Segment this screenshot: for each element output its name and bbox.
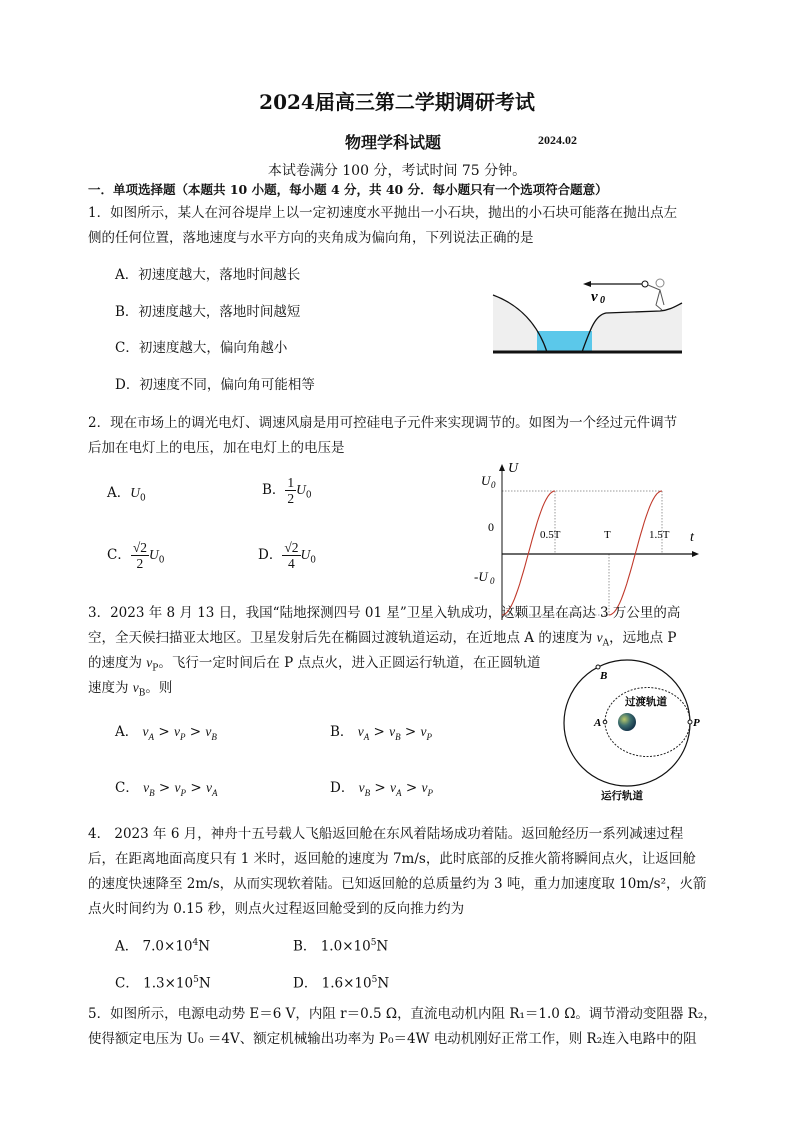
q1-option-a: A．初速度越大，落地时间越长 xyxy=(115,267,301,283)
operating-orbit-label: 运行轨道 xyxy=(601,791,643,802)
exam-intro: 本试卷满分 100 分，考试时间 75 分钟。 xyxy=(267,163,527,179)
transfer-orbit-label: 过渡轨道 xyxy=(625,697,667,708)
q4-option-d: D． $1.6\times 10^5N$ xyxy=(293,975,390,992)
zero-tick-label: 0 xyxy=(488,520,494,534)
q3-line: 3．2023 年 8 月 13 日，我国“陆地探测四号 01 星”卫星入轨成功，这颗卫星在高达 3 万公里的高 xyxy=(88,605,681,621)
q5-line: 使得额定电压为 U₀ ＝4V、额定机械输出功率为 P₀＝4W 电动机刚好正常工作，则 R₂连入电路中的阻 xyxy=(88,1031,697,1047)
q4-option-a: A． $7.0\times 10^4N$ xyxy=(115,938,211,955)
q4-option-b: B． $1.0\times 10^5N$ xyxy=(293,938,389,955)
earth-icon xyxy=(618,713,636,731)
q4-option-c: C． $1.3\times 10^5N$ xyxy=(115,975,211,992)
v0-label: v xyxy=(591,289,598,305)
tick-T: T xyxy=(604,529,611,541)
subject-title: 物理学科试题 xyxy=(345,133,442,152)
neg-u0-tick-sub: 0 xyxy=(490,576,495,586)
q1-option-d: D．初速度不同，偏向角可能相等 xyxy=(115,377,315,393)
neg-u0-tick-label: -U xyxy=(474,569,488,584)
v0-label-sub: 0 xyxy=(600,295,605,306)
tick-1-5T: 1.5T xyxy=(649,529,670,541)
q3-line: 空，全天候扫描亚太地区。卫星发射后先在椭圆过渡轨道运动，在近地点 A 的速度为 $v_A$，远地点 P xyxy=(88,630,677,649)
q2-option-c: C． $\frac{√2}{2}$ $U_0$ xyxy=(107,540,165,571)
exam-date: 2024.02 xyxy=(538,133,577,147)
point-p-label: P xyxy=(693,717,700,729)
q3-line: 速度为 $v_B$。则 xyxy=(88,680,173,699)
q2-option-b: B． $\frac{1}{2}$ $U_0$ xyxy=(262,475,312,506)
q4-line: 点火时间约为 0.15 秒，则点火过程返回舱受到的反向推力约为 xyxy=(88,901,465,917)
section-heading: 一．单项选择题（本题共 10 小题，每小题 4 分，共 40 分．每小题只有一个选项符合题意） xyxy=(88,182,608,197)
q3-option-d: D． $v_B > v_A > v_P$ xyxy=(330,780,433,798)
q3-option-b: B． $v_A > v_B > v_P$ xyxy=(330,724,433,742)
q3-line: 的速度为 $v_P$。飞行一定时间后在 P 点点火，进入正圆运行轨道，在正圆轨道 xyxy=(88,655,541,674)
q4-line: 4． 2023 年 6 月，神舟十五号载人飞船返回舱在东风着陆场成功着陆。返回舱经历一系列减速过程 xyxy=(88,826,684,842)
q3-option-c: C． $v_B > v_P > v_A$ xyxy=(115,780,218,798)
u0-tick-sub: 0 xyxy=(491,480,496,490)
q1-option-b: B．初速度越大，落地时间越短 xyxy=(115,304,301,320)
tick-0-5T: 0.5T xyxy=(540,529,561,541)
exam-title: 2024届高三第二学期调研考试 xyxy=(259,90,535,114)
q2-line: 2．现在市场上的调光电灯、调速风扇是用可控硅电子元件来实现调节的。如图为一个经过元件调节 xyxy=(88,415,678,431)
y-axis-label: U xyxy=(508,461,519,476)
point-b-label: B xyxy=(600,670,608,682)
u0-tick-label: U xyxy=(481,473,491,488)
x-axis-label: t xyxy=(690,530,694,545)
q4-line: 的速度快速降至 2m/s，从而实现软着陆。已知返回舱的总质量约为 3 吨，重力加速度取 10m/s²，火箭 xyxy=(88,876,707,892)
q3-option-a: A． $v_A > v_P > v_B$ xyxy=(115,724,217,742)
q5-line: 5．如图所示，电源电动势 E＝6 V，内阻 r＝0.5 Ω，直流电动机内阻 R₁＝1.0 Ω。调节滑动变阻器 R₂， xyxy=(88,1006,717,1022)
q4-line: 后，在距离地面高度只有 1 米时，返回舱的速度为 7m/s，此时底部的反推火箭将瞬间点火，让返回舱 xyxy=(88,851,696,867)
q1-line: 1．如图所示，某人在河谷堤岸上以一定初速度水平抛出一小石块，抛出的小石块可能落在抛出点左 xyxy=(88,205,678,221)
q1-line: 侧的任何位置，落地速度与水平方向的夹角成为偏向角，下列说法正确的是 xyxy=(88,230,534,246)
q2-option-d: D． $\frac{√2}{4}$ $U_0$ xyxy=(258,540,316,571)
point-a-label: A xyxy=(594,717,602,729)
q2-line: 后加在电灯上的电压，加在电灯上的电压是 xyxy=(88,440,345,456)
q1-option-c: C．初速度越大，偏向角越小 xyxy=(115,340,288,356)
q2-option-a: A．$U_0$ xyxy=(107,485,146,504)
